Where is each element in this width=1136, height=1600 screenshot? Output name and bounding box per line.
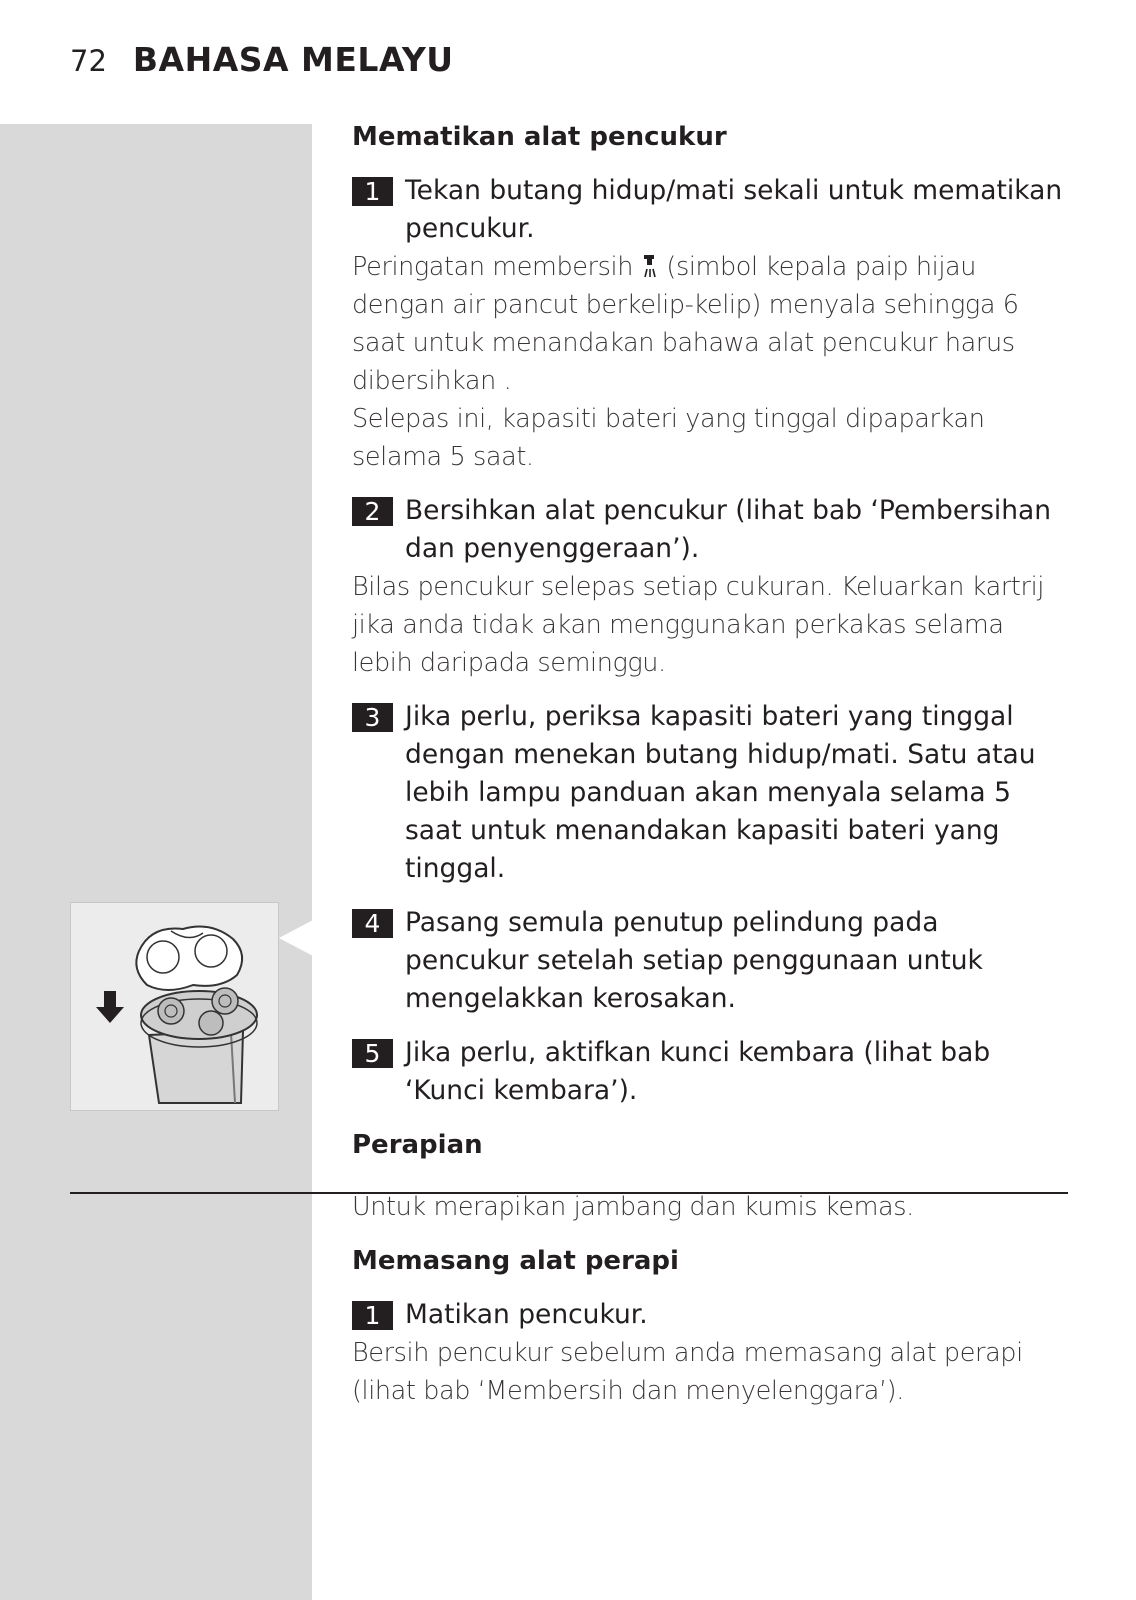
section-intro: Untuk merapikan jambang dan kumis kemas. (352, 1192, 914, 1222)
step-number: 2 (352, 497, 393, 526)
step-1 (352, 172, 1068, 248)
main-content (352, 118, 1068, 1410)
page-number: 72 (70, 44, 107, 78)
section-heading-turn-off: Mematikan alat pencukur (352, 122, 727, 152)
step-2 (352, 492, 1068, 568)
step-text: Matikan pencukur. (405, 1299, 648, 1330)
tap-icon (641, 253, 659, 279)
section-heading-attach-trimmer: Memasang alat perapi (352, 1246, 679, 1276)
step-text: Pasang semula penutup pelindung pada pencukur setelah setiap penggunaan untuk mengelakkan kerosakan. (405, 907, 983, 1014)
step-note: Bersih pencukur sebelum anda memasang alat perapi (lihat bab ‘Membersih dan menyelenggara’). (352, 1338, 1023, 1406)
page-title: BAHASA MELAYU (132, 40, 454, 79)
step-text: Jika perlu, periksa kapasiti bateri yang tinggal dengan menekan butang hidup/mati. Satu atau lebih lampu panduan akan menyala selama 5 saat untuk menandakan kapasiti bateri yang tinggal. (405, 701, 1036, 884)
step-number: 1 (352, 1301, 393, 1330)
step-number: 1 (352, 177, 393, 206)
step-note: Bilas pencukur selepas setiap cukuran. Keluarkan kartrij jika anda tidak akan menggunakan perkakas selama lebih daripada seminggu. (352, 572, 1044, 678)
step-4 (352, 904, 1068, 1018)
step-note: Selepas ini, kapasiti bateri yang tinggal dipaparkan selama 5 saat. (352, 404, 985, 472)
step-number: 4 (352, 909, 393, 938)
section-heading-trimming: Perapian (352, 1130, 483, 1160)
step-number: 5 (352, 1039, 393, 1068)
step-text: Tekan butang hidup/mati sekali untuk mematikan pencukur. (405, 175, 1063, 244)
section-divider (70, 1192, 1068, 1194)
shaver-cap-illustration (70, 902, 279, 1111)
step-number: 3 (352, 703, 393, 732)
step-note (352, 248, 1068, 400)
step-text: Bersihkan alat pencukur (lihat bab ‘Pembersihan dan penyenggeraan’). (405, 495, 1052, 564)
sidebar-band (0, 124, 312, 1600)
step-text: Jika perlu, aktifkan kunci kembara (lihat bab ‘Kunci kembara’). (405, 1037, 991, 1106)
shaver-drawing (71, 903, 278, 1110)
note-text-after-icon: (simbol kepala paip hijau dengan air pancut berkelip-kelip) menyala sehingga 6 saat untuk menandakan bahawa alat pencukur harus dibersihkan . (352, 252, 1019, 396)
step-1 (352, 1296, 1068, 1334)
step-3 (352, 698, 1068, 888)
page-header (70, 40, 454, 90)
step-5 (352, 1034, 1068, 1110)
down-arrow-icon (96, 991, 124, 1023)
note-text-before-icon: Peringatan membersih (352, 252, 641, 282)
callout-pointer (279, 920, 313, 956)
